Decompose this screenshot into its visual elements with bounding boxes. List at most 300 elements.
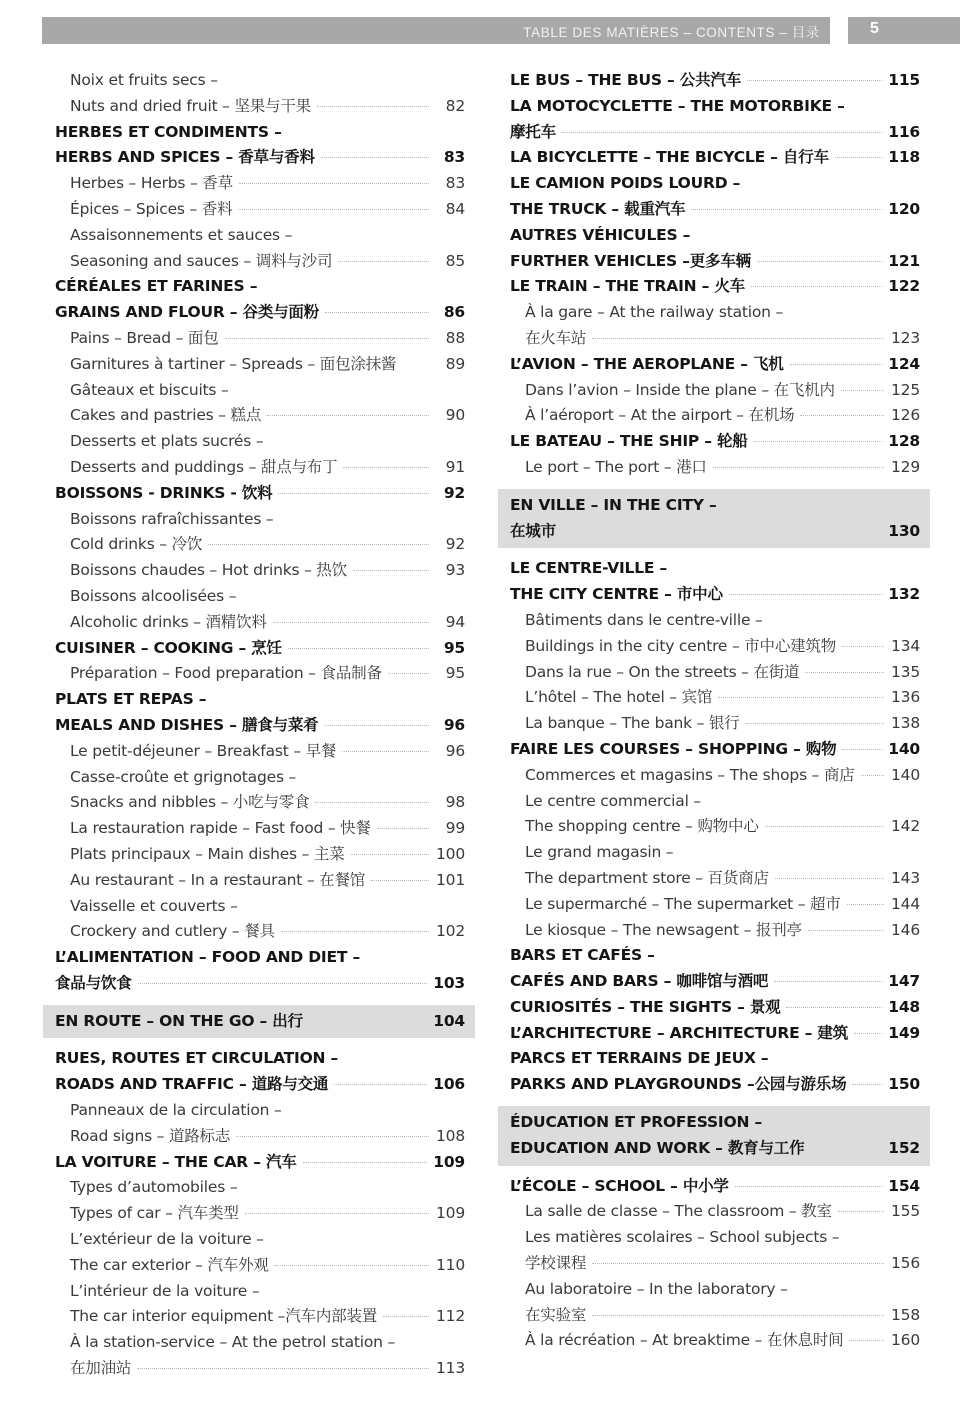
toc-entry[interactable] <box>510 1174 920 1200</box>
toc-entry-title: ÉDUCATION ET PROFESSION – <box>510 1113 762 1132</box>
toc-entry-title: Garnitures à tartiner – Spreads – 面包涂抹酱 <box>70 354 397 373</box>
toc-entry[interactable] <box>510 120 920 146</box>
toc-entry-title: Assaisonnements et sauces – <box>70 225 293 244</box>
toc-subentry[interactable] <box>510 1303 920 1329</box>
toc-entry-title: THE TRUCK – 载重汽车 <box>510 199 686 218</box>
dot-leader <box>718 697 884 698</box>
toc-subentry <box>510 608 920 634</box>
toc-entry <box>55 687 465 713</box>
toc-page-number: 122 <box>888 277 920 296</box>
toc-entry-title: Herbes – Herbs – 香草 <box>70 174 233 193</box>
toc-subentry[interactable] <box>55 352 465 378</box>
toc-page-number: 149 <box>888 1023 920 1042</box>
toc-entry[interactable] <box>510 249 920 275</box>
toc-entry <box>510 171 920 197</box>
toc-subentry <box>55 584 465 610</box>
toc-entry-title: L’hôtel – The hotel – 宾馆 <box>525 688 713 707</box>
toc-page-number: 125 <box>891 380 920 399</box>
toc-entry[interactable] <box>55 1072 465 1098</box>
dot-leader <box>751 286 882 287</box>
dot-leader <box>137 1368 429 1369</box>
toc-subentry <box>55 894 465 920</box>
toc-page-number: 83 <box>445 174 465 193</box>
toc-page-number: 128 <box>888 432 920 451</box>
toc-entry[interactable] <box>55 300 465 326</box>
toc-page-number: 147 <box>888 972 920 991</box>
toc-subentry[interactable] <box>55 610 465 636</box>
toc-entry-title: 摩托车 <box>510 122 556 141</box>
toc-entry <box>510 94 920 120</box>
toc-page-number: 109 <box>436 1204 465 1223</box>
dot-leader <box>342 751 429 752</box>
toc-entry-title: Le supermarché – The supermarket – 超市 <box>525 894 841 913</box>
toc-entry-title: Le grand magasin – <box>525 843 674 862</box>
toc-entry-title: Road signs – 道路标志 <box>70 1126 231 1145</box>
toc-page-number: 101 <box>436 870 465 889</box>
toc-left-column <box>55 68 465 1382</box>
dot-leader <box>334 1084 427 1085</box>
toc-page-number: 123 <box>891 328 920 347</box>
toc-page-number: 110 <box>436 1255 465 1274</box>
toc-section-band[interactable] <box>55 1009 465 1035</box>
toc-page-number: 83 <box>443 148 465 167</box>
toc-subentry <box>510 1277 920 1303</box>
toc-entry-title: Seasoning and sauces – 调料与沙司 <box>70 251 333 270</box>
toc-page-number: 126 <box>891 406 920 425</box>
toc-entry-title: Cakes and pastries – 糕点 <box>70 406 262 425</box>
toc-entry-title: HERBES ET CONDIMENTS – <box>55 122 282 141</box>
toc-entry-title: Pains – Bread – 面包 <box>70 328 219 347</box>
toc-subentry <box>55 765 465 791</box>
toc-entry <box>510 556 920 582</box>
toc-page-number: 135 <box>891 662 920 681</box>
toc-entry[interactable] <box>510 68 920 94</box>
toc-page-number: 103 <box>433 973 465 992</box>
toc-entry[interactable] <box>510 995 920 1021</box>
toc-entry-title: Au restaurant – In a restaurant – 在餐馆 <box>70 870 366 889</box>
dot-leader <box>236 1136 429 1137</box>
toc-page-number: 93 <box>445 561 465 580</box>
toc-entry[interactable] <box>510 429 920 455</box>
dot-leader <box>288 648 429 649</box>
toc-entry-title: EDUCATION AND WORK – 教育与工作 <box>510 1138 805 1157</box>
toc-page-number: 109 <box>433 1152 465 1171</box>
toc-entry-title: ROADS AND TRAFFIC – 道路与交通 <box>55 1075 329 1094</box>
toc-page-number: 146 <box>891 920 920 939</box>
toc-page-number: 112 <box>436 1307 465 1326</box>
toc-entry-title: LE TRAIN – THE TRAIN – 火车 <box>510 277 745 296</box>
toc-entry[interactable] <box>510 1021 920 1047</box>
toc-entry-title: Boissons rafraîchissantes – <box>70 509 274 528</box>
dot-leader <box>273 622 429 623</box>
toc-entry-title: The car exterior – 汽车外观 <box>70 1255 269 1274</box>
toc-entry-title: CURIOSITÉS – THE SIGHTS – 景观 <box>510 997 781 1016</box>
toc-entry-title: Vaisselle et couverts – <box>70 896 238 915</box>
toc-entry-title: PARCS ET TERRAINS DE JEUX – <box>510 1049 769 1068</box>
toc-page-number: 116 <box>888 122 920 141</box>
toc-entry-title: Desserts et plats sucrés – <box>70 432 264 451</box>
dot-leader <box>353 570 429 571</box>
dot-leader <box>746 723 884 724</box>
section-header-band <box>498 1106 930 1166</box>
toc-entry-title: 食品与饮食 <box>55 973 132 992</box>
toc-entry-title: GRAINS AND FLOUR – 谷类与面粉 <box>55 303 320 322</box>
toc-subentry[interactable] <box>55 868 465 894</box>
toc-entry[interactable] <box>55 636 465 662</box>
page-number: 5 <box>870 20 879 37</box>
toc-page-number: 138 <box>891 714 920 733</box>
toc-entry-title: Bâtiments dans le centre-ville – <box>525 610 763 629</box>
dot-leader <box>351 854 429 855</box>
toc-entry-title: Dans l’avion – Inside the plane – 在飞机内 <box>525 380 835 399</box>
toc-subentry[interactable] <box>55 842 465 868</box>
toc-entry[interactable] <box>510 197 920 223</box>
toc-subentry[interactable] <box>55 1201 465 1227</box>
toc-entry-title: CÉRÉALES ET FARINES – <box>55 277 258 296</box>
toc-page-number: 95 <box>445 664 465 683</box>
dot-leader <box>786 1007 882 1008</box>
toc-page-number: 95 <box>443 638 465 657</box>
toc-subentry[interactable] <box>510 455 920 481</box>
toc-entry-title: 在城市 <box>510 521 556 540</box>
toc-entry-title: Le petit-déjeuner – Breakfast – 早餐 <box>70 741 337 760</box>
dot-leader <box>841 390 884 391</box>
toc-page-number: 160 <box>891 1331 920 1350</box>
toc-entry-title: THE CITY CENTRE – 市中心 <box>510 585 723 604</box>
toc-entry-title: L’ÉCOLE – SCHOOL – 中小学 <box>510 1176 729 1195</box>
dot-leader <box>281 931 429 932</box>
toc-entry[interactable] <box>55 145 465 171</box>
toc-subentry[interactable] <box>55 94 465 120</box>
toc-subentry <box>55 223 465 249</box>
toc-page-number: 144 <box>891 894 920 913</box>
toc-entry-title: Le centre commercial – <box>525 791 701 810</box>
toc-page-number: 150 <box>888 1075 920 1094</box>
toc-page-number: 115 <box>888 71 920 89</box>
toc-subentry <box>55 1227 465 1253</box>
section-header-band <box>43 1005 475 1039</box>
toc-subentry[interactable] <box>510 892 920 918</box>
dot-leader <box>303 1162 428 1163</box>
toc-page-number: 124 <box>888 354 920 373</box>
dot-leader <box>757 261 882 262</box>
toc-subentry[interactable] <box>55 455 465 481</box>
toc-entry-title: À la gare – At the railway station – <box>525 303 784 322</box>
section-spacer <box>55 997 465 1005</box>
toc-entry-title: BARS ET CAFÉS – <box>510 946 655 965</box>
toc-subentry <box>55 1330 465 1356</box>
toc-entry <box>510 1046 920 1072</box>
toc-page-number: 100 <box>436 844 465 863</box>
toc-subentry[interactable] <box>55 326 465 352</box>
toc-page-number: 99 <box>445 819 465 838</box>
dot-leader <box>592 1315 884 1316</box>
toc-entry-title: Crockery and cutlery – 餐具 <box>70 922 275 941</box>
toc-subentry[interactable] <box>510 711 920 737</box>
dot-leader <box>225 338 429 339</box>
toc-page-number: 120 <box>888 199 920 218</box>
toc-page-number: 96 <box>445 741 465 760</box>
toc-entry <box>55 1046 465 1072</box>
toc-page-number: 108 <box>436 1126 465 1145</box>
toc-entry[interactable] <box>55 971 465 997</box>
dot-leader <box>371 880 429 881</box>
toc-entry-title: FURTHER VEHICLES –更多车辆 <box>510 251 751 270</box>
toc-entry-title: Préparation – Food preparation – 食品制备 <box>70 664 382 683</box>
toc-subentry[interactable] <box>55 197 465 223</box>
toc-page-number: 130 <box>888 521 920 540</box>
dot-leader <box>592 338 884 339</box>
toc-page-number: 113 <box>436 1359 465 1378</box>
toc-section-band[interactable] <box>510 1136 920 1162</box>
toc-page-number: 132 <box>888 585 920 604</box>
toc-subentry[interactable] <box>55 249 465 275</box>
toc-entry[interactable] <box>55 713 465 739</box>
dot-leader <box>691 209 882 210</box>
toc-entry[interactable] <box>510 274 920 300</box>
toc-entry-title: Alcoholic drinks – 酒精饮料 <box>70 612 267 631</box>
toc-entry-title: The shopping centre – 购物中心 <box>525 817 759 836</box>
toc-page-number: 156 <box>891 1254 920 1273</box>
toc-entry-title: 在火车站 <box>525 328 587 347</box>
toc-entry-title: LA VOITURE – THE CAR – 汽车 <box>55 1152 297 1171</box>
toc-entry-title: Épices – Spices – 香料 <box>70 199 233 218</box>
toc-entry-title: La salle de classe – The classroom – 教室 <box>525 1202 832 1221</box>
toc-entry-title: HERBS AND SPICES – 香草与香料 <box>55 148 315 167</box>
dot-leader <box>765 826 884 827</box>
toc-page-number: 91 <box>445 457 465 476</box>
toc-entry-title: CUISINER – COOKING – 烹饪 <box>55 638 282 657</box>
header-bar <box>42 17 830 44</box>
dot-leader <box>388 673 429 674</box>
toc-entry[interactable] <box>510 969 920 995</box>
toc-page-number: 152 <box>888 1138 920 1157</box>
toc-entry <box>55 274 465 300</box>
toc-entry-title: PARKS AND PLAYGROUNDS –公园与游乐场 <box>510 1075 847 1094</box>
section-header-band <box>498 489 930 549</box>
dot-leader <box>562 132 882 133</box>
dot-leader <box>729 594 882 595</box>
toc-subentry[interactable] <box>55 1124 465 1150</box>
toc-subentry[interactable] <box>55 919 465 945</box>
toc-subentry[interactable] <box>55 1356 465 1382</box>
toc-page-number: 142 <box>891 817 920 836</box>
toc-entry-title: À la station-service – At the petrol station – <box>70 1333 396 1352</box>
toc-page-number: 158 <box>891 1305 920 1324</box>
dot-leader <box>275 1265 429 1266</box>
toc-entry-title: L’extérieur de la voiture – <box>70 1230 264 1249</box>
toc-page-number: 88 <box>445 328 465 347</box>
toc-page-number: 94 <box>445 612 465 631</box>
dot-leader <box>849 1340 884 1341</box>
dot-leader <box>317 106 429 107</box>
toc-subentry[interactable] <box>510 866 920 892</box>
toc-entry-title: LA BICYCLETTE – THE BICYCLE – 自行车 <box>510 148 829 167</box>
toc-entry-title: À l’aéroport – At the airport – 在机场 <box>525 406 795 425</box>
toc-entry-title: Noix et fruits secs – <box>70 71 218 89</box>
dot-leader <box>808 930 884 931</box>
dot-leader <box>245 1213 429 1214</box>
dot-leader <box>338 261 429 262</box>
toc-section-band <box>510 493 920 519</box>
toc-right-column <box>510 68 920 1354</box>
toc-entry-title: L’ALIMENTATION – FOOD AND DIET – <box>55 948 360 967</box>
toc-entry-title: The department store – 百货商店 <box>525 868 769 887</box>
dot-leader <box>835 157 882 158</box>
toc-subentry <box>510 840 920 866</box>
toc-entry <box>510 943 920 969</box>
dot-leader <box>592 1263 884 1264</box>
toc-subentry <box>55 68 465 94</box>
toc-subentry[interactable] <box>510 918 920 944</box>
dot-leader <box>754 441 883 442</box>
toc-subentry[interactable] <box>510 685 920 711</box>
dot-leader <box>747 80 882 81</box>
toc-entry-title: LE CAMION POIDS LOURD – <box>510 174 741 193</box>
toc-section-band[interactable] <box>510 519 920 545</box>
toc-entry <box>55 120 465 146</box>
page-number-box <box>848 17 960 44</box>
dot-leader <box>852 1084 882 1085</box>
toc-page-number: 90 <box>445 406 465 425</box>
toc-subentry[interactable] <box>510 1199 920 1225</box>
toc-page-number: 85 <box>445 251 465 270</box>
toc-page-number: 121 <box>888 251 920 270</box>
toc-subentry[interactable] <box>510 1251 920 1277</box>
toc-subentry <box>55 1279 465 1305</box>
toc-entry-title: L’AVION – THE AEROPLANE – 飞机 <box>510 354 784 373</box>
toc-entry-title: Nuts and dried fruit – 坚果与干果 <box>70 96 311 115</box>
toc-page-number: 84 <box>445 199 465 218</box>
toc-entry-title: Boissons alcoolisées – <box>70 586 237 605</box>
dot-leader <box>805 672 884 673</box>
toc-entry-title: PLATS ET REPAS – <box>55 690 207 709</box>
toc-page-number: 102 <box>436 922 465 941</box>
toc-entry-title: Gâteaux et biscuits – <box>70 380 229 399</box>
toc-page-number: 154 <box>888 1176 920 1195</box>
toc-subentry[interactable] <box>55 816 465 842</box>
toc-entry-title: Snacks and nibbles – 小吃与零食 <box>70 793 310 812</box>
toc-subentry <box>510 1225 920 1251</box>
toc-subentry[interactable] <box>510 814 920 840</box>
toc-entry[interactable] <box>510 582 920 608</box>
toc-section-band <box>510 1110 920 1136</box>
toc-entry-title: LE CENTRE-VILLE – <box>510 559 668 578</box>
toc-entry-title: Casse-croûte et grignotages – <box>70 767 297 786</box>
toc-entry[interactable] <box>510 737 920 763</box>
dot-leader <box>238 209 429 210</box>
toc-entry-title: LE BUS – THE BUS – 公共汽车 <box>510 71 742 89</box>
toc-subentry[interactable] <box>510 634 920 660</box>
dot-leader <box>790 364 883 365</box>
toc-subentry[interactable] <box>510 1328 920 1354</box>
toc-subentry[interactable] <box>55 661 465 687</box>
dot-leader <box>775 878 884 879</box>
dot-leader <box>324 725 429 726</box>
toc-subentry[interactable] <box>510 763 920 789</box>
toc-entry[interactable] <box>55 481 465 507</box>
toc-subentry[interactable] <box>510 378 920 404</box>
section-spacer <box>510 1166 920 1174</box>
toc-entry-title: Le kiosque – The newsagent – 报刊亭 <box>525 920 802 939</box>
dot-leader <box>343 467 429 468</box>
toc-entry-title: L’intérieur de la voiture – <box>70 1281 260 1300</box>
toc-page-number: 118 <box>888 148 920 167</box>
toc-page-number: 143 <box>891 868 920 887</box>
dot-leader <box>315 802 429 803</box>
toc-entry-title: La restauration rapide – Fast food – 快餐 <box>70 819 371 838</box>
toc-entry-title: LE BATEAU – THE SHIP – 轮船 <box>510 432 748 451</box>
toc-entry[interactable] <box>510 1072 920 1098</box>
toc-subentry[interactable] <box>55 403 465 429</box>
toc-subentry[interactable] <box>55 790 465 816</box>
toc-entry-title: Panneaux de la circulation – <box>70 1101 282 1120</box>
toc-subentry[interactable] <box>55 1304 465 1330</box>
toc-entry-title: Le port – The port – 港口 <box>525 457 707 476</box>
toc-subentry <box>55 378 465 404</box>
toc-subentry <box>55 1098 465 1124</box>
dot-leader <box>713 467 884 468</box>
toc-entry[interactable] <box>510 145 920 171</box>
toc-entry-title: Buildings in the city centre – 市中心建筑物 <box>525 636 837 655</box>
toc-subentry[interactable] <box>55 171 465 197</box>
dot-leader <box>842 646 884 647</box>
dot-leader <box>838 1211 884 1212</box>
toc-entry-title: 在实验室 <box>525 1305 587 1324</box>
toc-entry-title: Au laboratoire – In the laboratory – <box>525 1279 788 1298</box>
toc-subentry[interactable] <box>55 532 465 558</box>
toc-entry[interactable] <box>55 1150 465 1176</box>
section-spacer <box>510 481 920 489</box>
toc-entry[interactable] <box>510 352 920 378</box>
toc-page-number: 129 <box>891 457 920 476</box>
toc-page-number: 98 <box>445 793 465 812</box>
toc-entry-title: Plats principaux – Main dishes – 主菜 <box>70 844 345 863</box>
toc-entry-title: Dans la rue – On the streets – 在街道 <box>525 662 800 681</box>
toc-subentry[interactable] <box>55 739 465 765</box>
toc-page-number: 155 <box>891 1202 920 1221</box>
dot-leader <box>861 775 884 776</box>
toc-subentry <box>55 507 465 533</box>
toc-entry-title: LA MOTOCYCLETTE – THE MOTORBIKE – <box>510 96 845 115</box>
toc-subentry <box>510 789 920 815</box>
dot-leader <box>321 157 429 158</box>
toc-page-number: 140 <box>888 739 920 758</box>
dot-leader <box>377 828 429 829</box>
toc-entry-title: L’ARCHITECTURE – ARCHITECTURE – 建筑 <box>510 1023 849 1042</box>
toc-page-number: 96 <box>443 715 465 734</box>
section-spacer <box>510 1098 920 1106</box>
section-spacer <box>510 548 920 556</box>
toc-entry-title: La banque – The bank – 银行 <box>525 714 740 733</box>
toc-subentry[interactable] <box>510 403 920 429</box>
toc-page-number: 140 <box>891 765 920 784</box>
toc-subentry[interactable] <box>510 660 920 686</box>
dot-leader <box>239 183 429 184</box>
toc-page-number: 86 <box>443 303 465 322</box>
toc-entry-title: FAIRE LES COURSES – SHOPPING – 购物 <box>510 739 837 758</box>
toc-subentry[interactable] <box>510 326 920 352</box>
toc-subentry[interactable] <box>55 558 465 584</box>
dot-leader <box>800 415 884 416</box>
toc-entry-title: 学校课程 <box>525 1254 587 1273</box>
toc-entry-title: Commerces et magasins – The shops – 商店 <box>525 765 855 784</box>
toc-subentry[interactable] <box>55 1253 465 1279</box>
toc-entry-title: Types of car – 汽车类型 <box>70 1204 239 1223</box>
toc-entry <box>510 223 920 249</box>
dot-leader <box>842 749 882 750</box>
dot-leader <box>208 544 429 545</box>
